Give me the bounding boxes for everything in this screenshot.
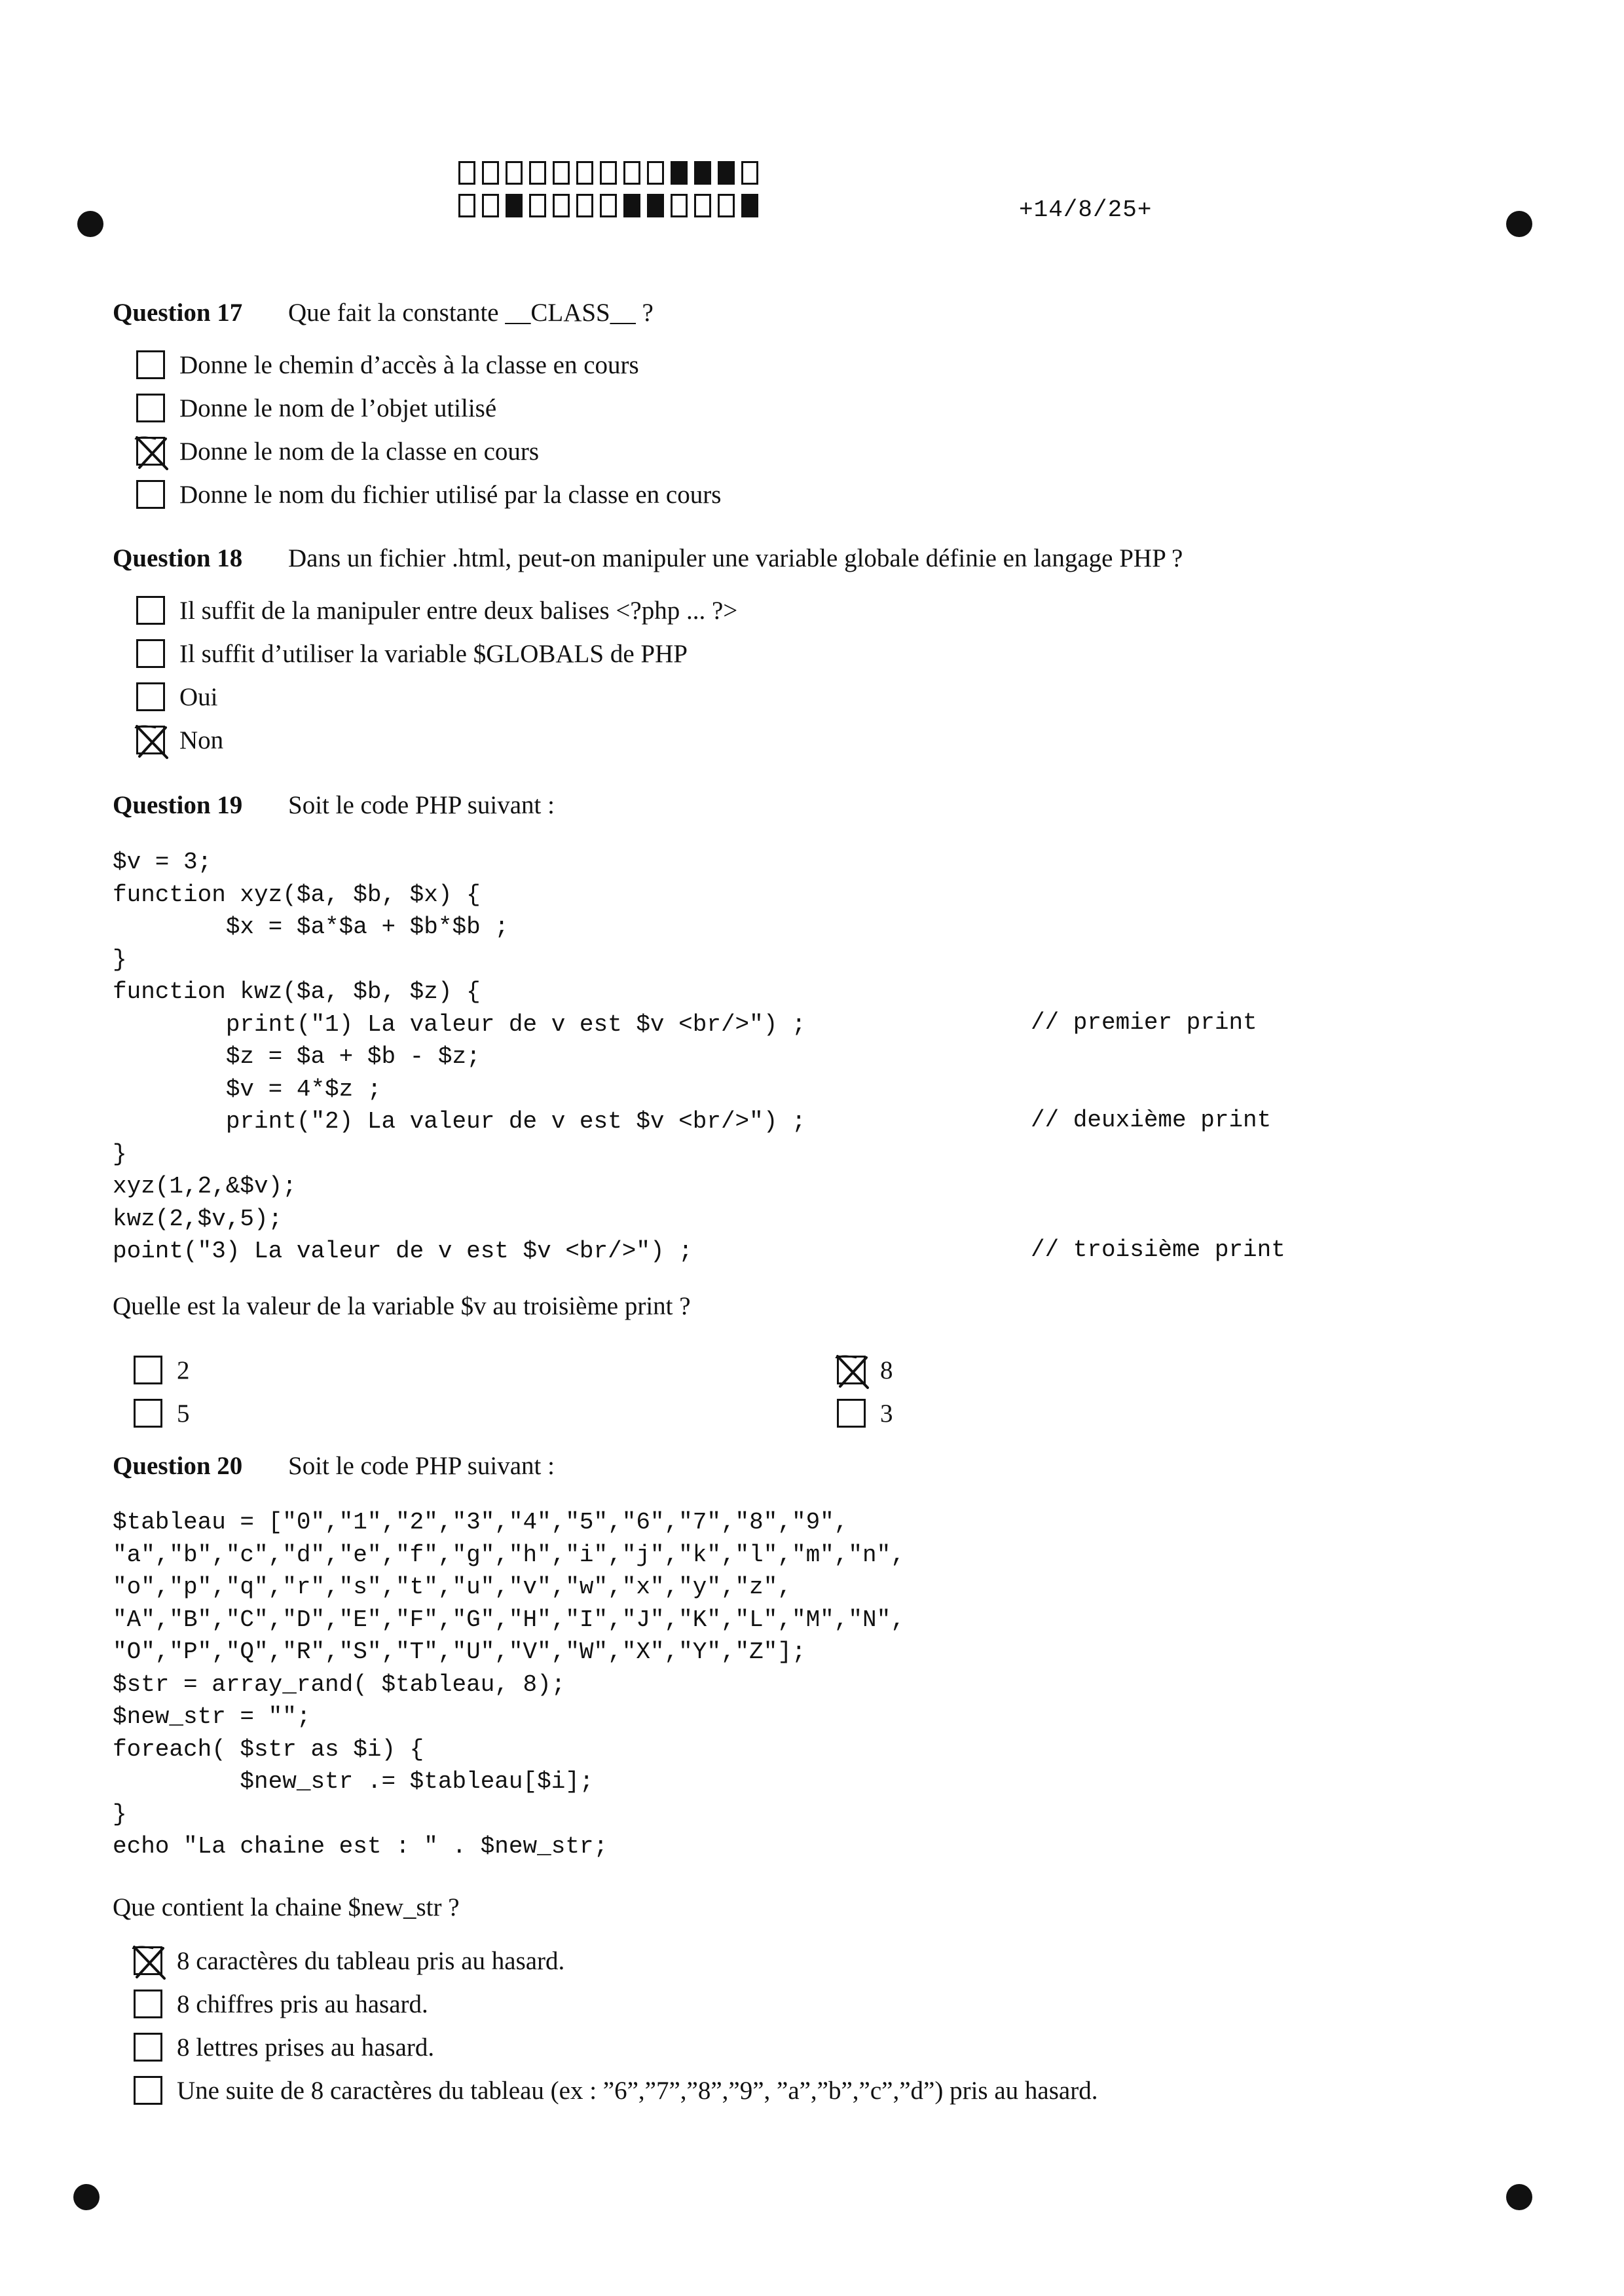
answer-label: Il suffit d’utiliser la variable $GLOBALS de PHP <box>179 640 688 668</box>
corner-marker-top-left <box>77 211 103 237</box>
question-text: Soit le code PHP suivant : <box>288 1452 555 1480</box>
barcode-cell <box>600 194 617 217</box>
answer-checkbox[interactable] <box>136 350 165 379</box>
barcode-cell <box>671 194 688 217</box>
answer-label: Donne le chemin d’accès à la classe en cours <box>179 351 639 379</box>
answer-checkbox[interactable] <box>837 1399 866 1428</box>
barcode-cell <box>458 161 475 185</box>
code-line: function kwz($a, $b, $z) { <box>113 978 481 1005</box>
barcode-cell <box>694 194 711 217</box>
answer-checkbox[interactable] <box>134 2033 162 2062</box>
code-line: $v = 4*$z ; <box>113 1075 382 1103</box>
question-17-header <box>113 298 654 327</box>
code-line: kwz(2,$v,5); <box>113 1205 283 1232</box>
barcode-cell <box>482 161 499 185</box>
code-line: $str = array_rand( $tableau, 8); <box>113 1671 566 1698</box>
answer-label: Donne le nom de l’objet utilisé <box>179 394 497 422</box>
answer-checkbox[interactable] <box>136 639 165 668</box>
question-prompt: Que contient la chaine $new_str ? <box>113 1893 460 1921</box>
barcode-cell <box>506 194 523 217</box>
code-line: xyz(1,2,&$v); <box>113 1173 297 1200</box>
code-line: $x = $a*$a + $b*$b ; <box>113 914 509 940</box>
code-comment: // troisième print <box>1031 1236 1285 1263</box>
question-19-header <box>113 790 555 820</box>
barcode-cell <box>741 194 758 217</box>
code-line: print("2) La valeur de v est $v <br/>") ; <box>113 1108 806 1135</box>
check-mark-icon <box>136 435 170 472</box>
answer-checkbox[interactable] <box>136 480 165 509</box>
corner-marker-bottom-left <box>73 2184 100 2210</box>
code-line: $new_str = ""; <box>113 1703 311 1730</box>
code-line: $v = 3; <box>113 849 212 876</box>
answer-label: Non <box>179 726 224 754</box>
code-line: "a","b","c","d","e","f","g","h","i","j","k","l","m","n", <box>113 1541 905 1568</box>
answer-label: Oui <box>179 683 218 711</box>
answer-label: 8 chiffres pris au hasard. <box>177 1990 428 2018</box>
answer-label: Il suffit de la manipuler entre deux balises <?php ... ?> <box>179 597 738 625</box>
answer-label: 8 caractères du tableau pris au hasard. <box>177 1947 565 1975</box>
barcode-cell <box>529 194 546 217</box>
barcode-cell <box>553 194 570 217</box>
code-line: print("1) La valeur de v est $v <br/>") ; <box>113 1010 806 1038</box>
check-mark-icon <box>136 724 170 760</box>
question-text: Que fait la constante __CLASS__ ? <box>288 299 654 327</box>
question-prompt: Quelle est la valeur de la variable $v au troisième print ? <box>113 1292 691 1320</box>
corner-marker-bottom-right <box>1506 2184 1532 2210</box>
question-20-header <box>113 1451 555 1481</box>
corner-marker-top-right <box>1506 211 1532 237</box>
question-text: Dans un fichier .html, peut-on manipuler une variable globale définie en langage PHP ? <box>288 544 1183 572</box>
barcode-cell <box>482 194 499 217</box>
code-line: } <box>113 1140 127 1168</box>
barcode-cell <box>553 161 570 185</box>
question-text: Soit le code PHP suivant : <box>288 791 555 819</box>
answer-checkbox[interactable] <box>136 437 165 466</box>
answer-checkbox[interactable] <box>136 596 165 625</box>
answer-label: 8 lettres prises au hasard. <box>177 2033 435 2062</box>
answer-checkbox[interactable] <box>134 1399 162 1428</box>
answer-label: Donne le nom de la classe en cours <box>179 437 540 466</box>
answer-checkbox[interactable] <box>134 2076 162 2105</box>
barcode-cell <box>576 161 593 185</box>
barcode-cell <box>623 161 640 185</box>
barcode-cell <box>600 161 617 185</box>
barcode-cell <box>741 161 758 185</box>
code-line: foreach( $str as $i) { <box>113 1735 424 1763</box>
question-label: Question 20 <box>113 1452 243 1480</box>
question-label: Question 17 <box>113 299 243 327</box>
barcode-cell <box>718 194 735 217</box>
check-mark-icon <box>133 1944 167 1981</box>
answer-checkbox[interactable] <box>134 1990 162 2018</box>
answer-label: Une suite de 8 caractères du tableau (ex : ”6”,”7”,”8”,”9”, ”a”,”b”,”c”,”d”) pris au hasard. <box>177 2077 1098 2105</box>
barcode-cell <box>694 161 711 185</box>
question-18-header <box>113 544 1183 573</box>
answer-label: 8 <box>880 1356 893 1384</box>
code-line: } <box>113 1800 127 1828</box>
barcode-cell <box>576 194 593 217</box>
barcode-cell <box>458 194 475 217</box>
answer-checkbox[interactable] <box>134 1946 162 1975</box>
code-block <box>113 1506 905 1863</box>
answer-label: 5 <box>177 1399 190 1428</box>
code-line: "A","B","C","D","E","F","G","H","I","J","K","L","M","N", <box>113 1606 905 1633</box>
code-line: point("3) La valeur de v est $v <br/>") ; <box>113 1238 693 1265</box>
barcode-cell <box>647 161 664 185</box>
barcode-cell <box>623 194 640 217</box>
code-comment: // premier print <box>1031 1009 1257 1036</box>
answer-checkbox[interactable] <box>136 682 165 711</box>
barcode-cell <box>506 161 523 185</box>
code-line: $new_str .= $tableau[$i]; <box>113 1768 594 1795</box>
code-line: $tableau = ["0","1","2","3","4","5","6","7","8","9", <box>113 1509 849 1536</box>
question-label: Question 18 <box>113 544 243 572</box>
answer-checkbox[interactable] <box>134 1356 162 1384</box>
code-line: function xyz($a, $b, $x) { <box>113 881 481 908</box>
check-mark-icon <box>836 1354 870 1390</box>
answer-label: 2 <box>177 1356 190 1384</box>
barcode-cell <box>529 161 546 185</box>
code-line: echo "La chaine est : " . $new_str; <box>113 1833 608 1860</box>
answer-checkbox[interactable] <box>136 726 165 754</box>
page-identifier: +14/8/25+ <box>1019 196 1153 223</box>
code-comment: // deuxième print <box>1031 1107 1272 1134</box>
code-block <box>113 846 806 1268</box>
answer-label: 3 <box>880 1399 893 1428</box>
code-line: } <box>113 946 127 973</box>
code-line: "O","P","Q","R","S","T","U","V","W","X","Y","Z"]; <box>113 1639 806 1665</box>
barcode-cell <box>718 161 735 185</box>
answer-checkbox[interactable] <box>837 1356 866 1384</box>
answer-label: Donne le nom du fichier utilisé par la classe en cours <box>179 481 722 509</box>
code-line: $z = $a + $b - $z; <box>113 1043 481 1070</box>
code-line: "o","p","q","r","s","t","u","v","w","x","y","z", <box>113 1574 792 1601</box>
question-label: Question 19 <box>113 791 243 819</box>
barcode-cell <box>647 194 664 217</box>
barcode-cell <box>671 161 688 185</box>
answer-checkbox[interactable] <box>136 394 165 422</box>
